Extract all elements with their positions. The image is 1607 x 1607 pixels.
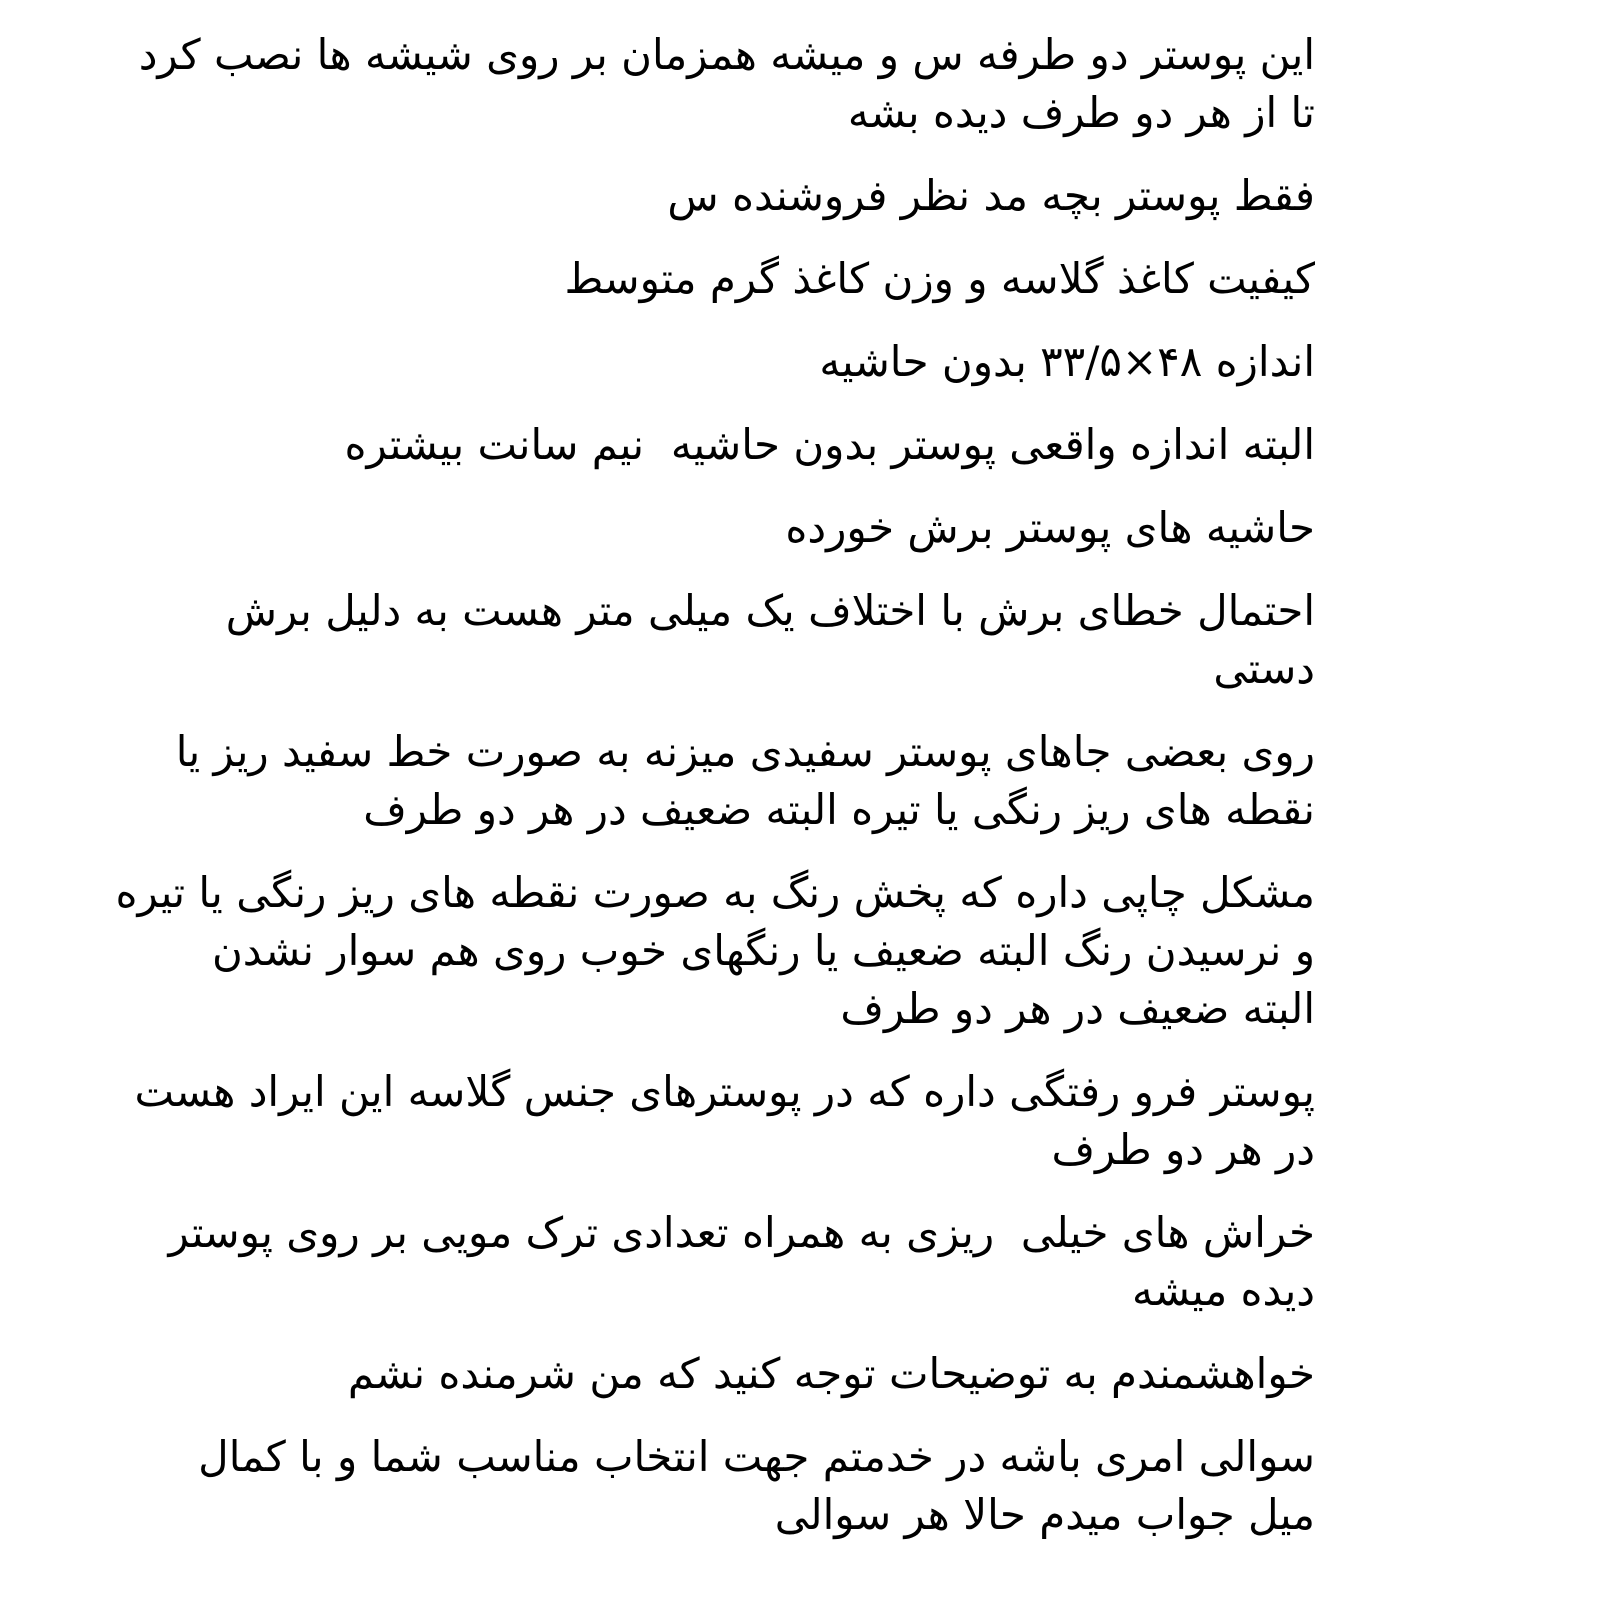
text-line: در هر دو طرف	[1051, 1125, 1315, 1174]
paragraph	[115, 1204, 1315, 1320]
paragraph	[115, 1063, 1315, 1179]
text-line: این پوستر دو طرفه س و میشه همزمان بر روی شیشه ها نصب کرد	[138, 30, 1315, 79]
text-line: خراش های خیلی ریزی به همراه تعدادی ترک مویی بر روی پوستر	[168, 1208, 1315, 1257]
paragraph	[115, 333, 1315, 391]
text-line: و نرسیدن رنگ البته ضعیف یا رنگهای خوب روی هم سوار نشدن	[211, 926, 1315, 975]
text-line: دیده میشه	[1132, 1266, 1315, 1315]
text-line: کیفیت کاغذ گلاسه و وزن کاغذ گرم متوسط	[564, 254, 1315, 303]
text-line: نقطه های ریز رنگی یا تیره البته ضعیف در هر دو طرف	[363, 785, 1315, 834]
paragraph	[115, 416, 1315, 474]
paragraph	[115, 167, 1315, 225]
text-line: البته اندازه واقعی پوستر بدون حاشیه نیم سانت بیشتره	[344, 420, 1315, 469]
text-line: فقط پوستر بچه مد نظر فروشنده س	[667, 171, 1315, 220]
paragraph	[115, 26, 1315, 142]
text-line: خواهشمندم به توضیحات توجه کنید که من شرمنده نشم	[347, 1349, 1315, 1398]
paragraph	[115, 723, 1315, 839]
text-line: مشکل چاپی داره که پخش رنگ به صورت نقطه های ریز رنگی یا تیره	[115, 868, 1315, 917]
paragraph	[115, 250, 1315, 308]
paragraph	[115, 1345, 1315, 1403]
text-line: حاشیه های پوستر برش خورده	[785, 503, 1315, 552]
text-line: سوالی امری باشه در خدمتم جهت انتخاب مناسب شما و با کمال	[198, 1432, 1315, 1481]
text-line: میل جواب میدم حالا هر سوالی	[774, 1490, 1315, 1539]
text-line: البته ضعیف در هر دو طرف	[840, 984, 1315, 1033]
text-line: اندازه ۴۸×۳۳/۵ بدون حاشیه	[819, 337, 1315, 386]
text-line: دستی	[1213, 644, 1315, 693]
text-block	[115, 26, 1315, 1569]
text-line: تا از هر دو طرف دیده بشه	[847, 88, 1315, 137]
text-line: روی بعضی جاهای پوستر سفیدی میزنه به صورت خط سفید ریز یا	[175, 727, 1315, 776]
text-line: احتمال خطای برش با اختلاف یک میلی متر هست به دلیل برش	[225, 586, 1315, 635]
paragraph	[115, 582, 1315, 698]
text-line: پوستر فرو رفتگی داره که در پوسترهای جنس گلاسه این ایراد هست	[134, 1067, 1315, 1116]
paragraph	[115, 499, 1315, 557]
paragraph	[115, 864, 1315, 1038]
paragraph	[115, 1428, 1315, 1544]
